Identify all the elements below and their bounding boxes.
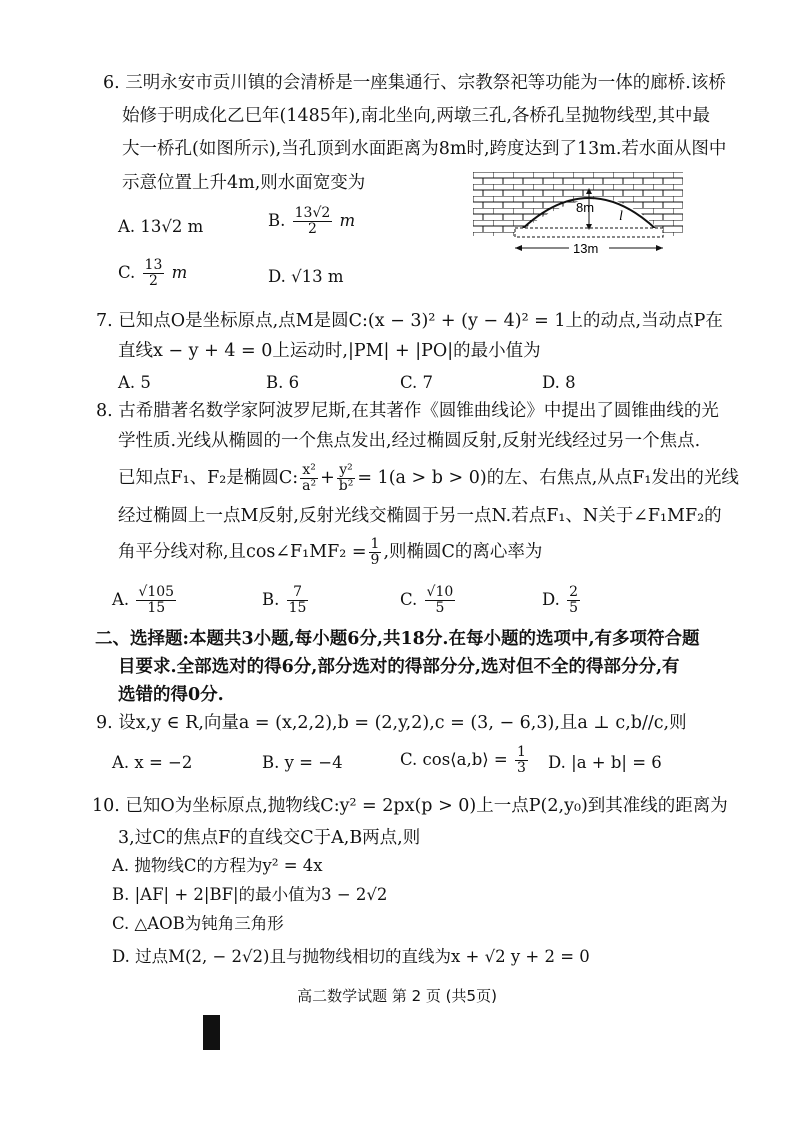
q6-option-c: C. $\frac{13}{2}$ m — [118, 257, 188, 289]
q9-line1: 9. 设x,y ∈ R,向量a = (x,2,2),b = (2,y,2),c = (3, − 6,3),且a ⊥ c,b//c,则 — [96, 713, 687, 733]
q7-option-d: D. 8 — [542, 373, 576, 392]
q8-frac-cos: $\frac{1}{9}$ — [370, 536, 380, 568]
q6-option-c-fraction: $\frac{13}{2}$ — [144, 257, 163, 289]
q10-option-c: C. △AOB为钝角三角形 — [112, 914, 284, 933]
q8-frac-x: $\frac{\text{x²}}{\text{a²}}$ — [302, 462, 317, 494]
q6-option-b: B. $\frac{13√2}{2}$ m — [268, 205, 356, 237]
l-label: l — [619, 209, 623, 224]
height-label: 8m — [576, 200, 595, 215]
q9-option-a: A. x = −2 — [112, 753, 193, 772]
q8-option-d: D. $\frac{2}{5}$ — [542, 584, 579, 616]
section2-line3: 选错的得0分. — [118, 685, 224, 705]
q6-option-a: A. 13√2 m — [118, 217, 204, 236]
q8-option-c: C. $\frac{√10}{5}$ — [400, 584, 454, 616]
q10-option-a: A. 抛物线C的方程为y² = 4x — [112, 856, 323, 875]
q7-option-b: B. 6 — [266, 373, 300, 392]
section2-line1: 二、选择题:本题共3小题,每小题6分,共18分.在每小题的选项中,有多项符合题 — [95, 629, 700, 649]
q6-option-b-label: B. — [268, 211, 286, 230]
q6-option-d: D. √13 m — [268, 267, 344, 286]
q7-option-c: C. 7 — [400, 373, 434, 392]
q9-option-c: C. cos⟨a,b⟩ = $\frac{1}{3}$ — [400, 744, 526, 776]
q6-line1: 6. 三明永安市贡川镇的会清桥是一座集通行、宗教祭祀等功能为一体的廊桥.该桥 — [103, 73, 726, 93]
q8-frac-y: $\frac{\text{y²}}{\text{b²}}$ — [338, 462, 354, 494]
bridge-arch-figure — [473, 172, 683, 262]
page-footer: 高二数学试题 第 2 页 (共5页) — [297, 987, 497, 1005]
q7-line2: 直线x − y + 4 = 0上运动时,|PM| + |PO|的最小值为 — [118, 341, 541, 361]
q7-line1: 7. 已知点O是坐标原点,点M是圆C:(x − 3)² + (y − 4)² = 1上的动点,当动点P在 — [96, 311, 723, 331]
q8-line2: 学性质.光线从椭圆的一个焦点发出,经过椭圆反射,反射光线经过另一个焦点. — [118, 431, 701, 451]
q6-line3: 大一桥孔(如图所示),当孔顶到水面距离为8m时,跨度达到了13m.若水面从图中 — [122, 139, 727, 159]
q6-line2: 始修于明成化乙巳年(1485年),南北坐向,两墩三孔,各桥孔呈抛物线型,其中最 — [122, 106, 710, 126]
q8-line4: 经过椭圆上一点M反射,反射光线交椭圆于另一点N.若点F₁、N关于∠F₁MF₂的 — [118, 506, 722, 526]
section2-line2: 目要求.全部选对的得6分,部分选对的得部分分,选对但不全的得部分分,有 — [118, 657, 680, 677]
q9-option-d: D. |a + b| = 6 — [548, 753, 662, 772]
q6-option-b-fraction: $\frac{13√2}{2}$ — [294, 205, 331, 237]
q10-line2: 3,过C的焦点F的直线交C于A,B两点,则 — [118, 828, 421, 848]
q8-line1: 8. 古希腊著名数学家阿波罗尼斯,在其著作《圆锥曲线论》中提出了圆锥曲线的光 — [96, 401, 719, 421]
q8-line3: 已知点F₁、F₂是椭圆C: $\frac{\text{x²}}{\text{a²}}$ + $\frac{\text{y²}}{\text{b²}}$ = 1(a > b > 0)的左、右焦点,从点F₁发出的光线 — [118, 462, 739, 494]
q9-option-b: B. y = −4 — [262, 753, 343, 772]
q10-option-d: D. 过点M(2, − 2√2)且与抛物线相切的直线为x + √2 y + 2 = 0 — [112, 947, 590, 966]
width-label: 13m — [573, 241, 599, 256]
q8-line5: 角平分线对称,且cos∠F₁MF₂ = $\frac{1}{9}$ ,则椭圆C的离心率为 — [118, 536, 543, 568]
q8-option-a: A. $\frac{√105}{15}$ — [112, 584, 175, 616]
scan-mark — [203, 1015, 220, 1050]
q10-option-b: B. |AF| + 2|BF|的最小值为3 − 2√2 — [112, 885, 388, 904]
q7-option-a: A. 5 — [118, 373, 151, 392]
q8-option-b: B. $\frac{7}{15}$ — [262, 584, 307, 616]
q10-line1: 10. 已知O为坐标原点,抛物线C:y² = 2px(p > 0)上一点P(2,y₀)到其准线的距离为 — [92, 796, 728, 816]
q6-line4: 示意位置上升4m,则水面宽变为 — [122, 173, 366, 193]
